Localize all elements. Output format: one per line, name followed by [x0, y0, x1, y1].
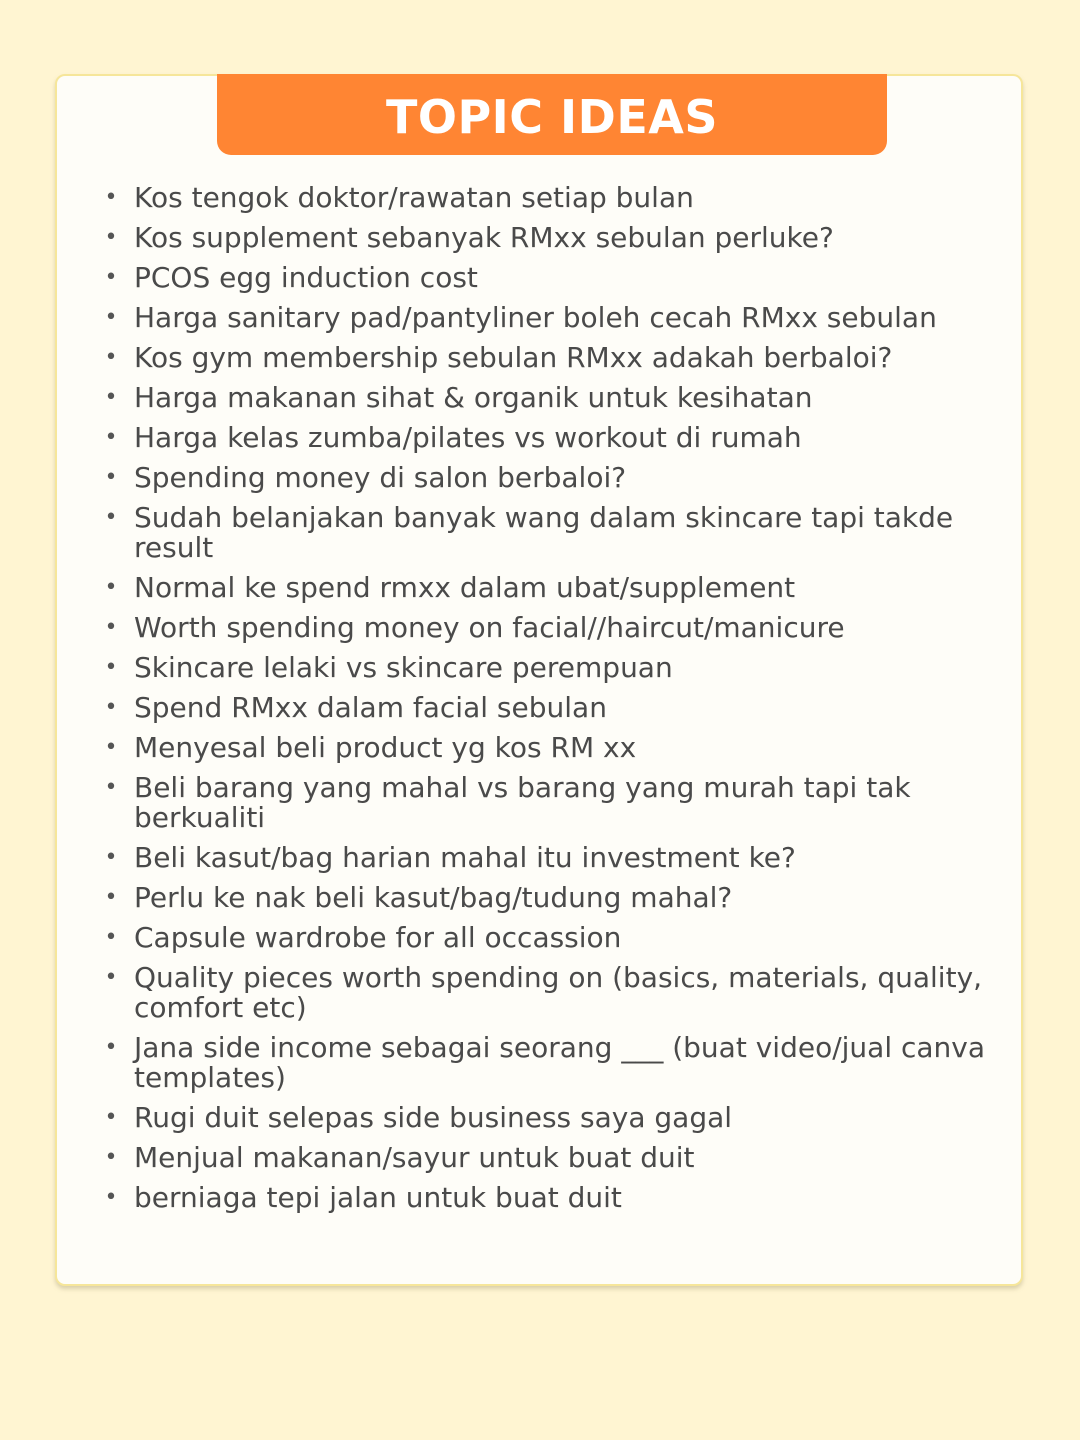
- list-item-text: Spend RMxx dalam facial sebulan: [134, 691, 607, 724]
- list-item: [57, 693, 1025, 723]
- bullet-icon: •: [104, 265, 118, 290]
- bullet-icon: •: [104, 695, 118, 720]
- list-item-text: Jana side income sebagai seorang ___ (buat video/jual canva templates): [134, 1031, 986, 1094]
- list-item-text: Kos supplement sebanyak RMxx sebulan perluke?: [134, 221, 834, 254]
- bullet-icon: •: [104, 1105, 118, 1130]
- list-item-text: Capsule wardrobe for all occassion: [134, 921, 622, 954]
- list-item-text: Kos tengok doktor/rawatan setiap bulan: [134, 181, 694, 214]
- bullet-icon: •: [104, 775, 118, 800]
- list-item: [57, 733, 1025, 763]
- list-item-text: Harga sanitary pad/pantyliner boleh cecah RMxx sebulan: [134, 301, 937, 334]
- topic-list: [57, 183, 1025, 1223]
- list-item: [57, 883, 1025, 913]
- list-item: [57, 653, 1025, 683]
- topic-card: [55, 74, 1023, 1286]
- list-item-text: PCOS egg induction cost: [134, 261, 478, 294]
- list-item-text: Spending money di salon berbaloi?: [134, 461, 627, 494]
- list-item-text: Harga makanan sihat & organik untuk kesihatan: [134, 381, 813, 414]
- bullet-icon: •: [104, 615, 118, 640]
- list-item: [57, 223, 1025, 253]
- list-item: [57, 1183, 1025, 1213]
- bullet-icon: •: [104, 465, 118, 490]
- list-item: [57, 423, 1025, 453]
- bullet-icon: •: [104, 505, 118, 530]
- list-item: [57, 183, 1025, 213]
- bullet-icon: •: [104, 965, 118, 990]
- bullet-icon: •: [104, 1035, 118, 1060]
- bullet-icon: •: [104, 345, 118, 370]
- bullet-icon: •: [104, 655, 118, 680]
- list-item-text: Perlu ke nak beli kasut/bag/tudung mahal?: [134, 881, 733, 914]
- list-item: [57, 1103, 1025, 1133]
- list-item-text: Worth spending money on facial//haircut/manicure: [134, 611, 845, 644]
- list-item-text: Sudah belanjakan banyak wang dalam skincare tapi takde result: [134, 501, 954, 564]
- bullet-icon: •: [104, 385, 118, 410]
- bullet-icon: •: [104, 1185, 118, 1210]
- list-item-text: Beli barang yang mahal vs barang yang murah tapi tak berkualiti: [134, 771, 911, 834]
- bullet-icon: •: [104, 845, 118, 870]
- list-item-text: Beli kasut/bag harian mahal itu investment ke?: [134, 841, 796, 874]
- bullet-icon: •: [104, 425, 118, 450]
- list-item: [57, 843, 1025, 873]
- list-item: [57, 343, 1025, 373]
- bullet-icon: •: [104, 185, 118, 210]
- bullet-icon: •: [104, 305, 118, 330]
- list-item: [57, 303, 1025, 333]
- bullet-icon: •: [104, 225, 118, 250]
- bullet-icon: •: [104, 885, 118, 910]
- bullet-icon: •: [104, 1145, 118, 1170]
- list-item: [57, 503, 1025, 563]
- list-item: [57, 263, 1025, 293]
- list-item: [57, 963, 1025, 1023]
- list-item: [57, 1033, 1025, 1093]
- bullet-icon: •: [104, 575, 118, 600]
- list-item-text: Menjual makanan/sayur untuk buat duit: [134, 1141, 695, 1174]
- list-item: [57, 1143, 1025, 1173]
- list-item: [57, 773, 1025, 833]
- bullet-icon: •: [104, 735, 118, 760]
- list-item: [57, 613, 1025, 643]
- list-item: [57, 573, 1025, 603]
- bullet-icon: •: [104, 925, 118, 950]
- list-item-text: berniaga tepi jalan untuk buat duit: [134, 1181, 622, 1214]
- list-item-text: Rugi duit selepas side business saya gagal: [134, 1101, 733, 1134]
- list-item: [57, 923, 1025, 953]
- list-item: [57, 383, 1025, 413]
- list-item-text: Skincare lelaki vs skincare perempuan: [134, 651, 673, 684]
- list-item-text: Quality pieces worth spending on (basics, materials, quality, comfort etc): [134, 961, 983, 1024]
- list-item-text: Kos gym membership sebulan RMxx adakah berbaloi?: [134, 341, 893, 374]
- list-item-text: Menyesal beli product yg kos RM xx: [134, 731, 637, 764]
- title-banner: [217, 74, 887, 155]
- list-item-text: Normal ke spend rmxx dalam ubat/supplement: [134, 571, 796, 604]
- list-item: [57, 463, 1025, 493]
- page-title: TOPIC IDEAS: [385, 89, 719, 144]
- list-item-text: Harga kelas zumba/pilates vs workout di rumah: [134, 421, 802, 454]
